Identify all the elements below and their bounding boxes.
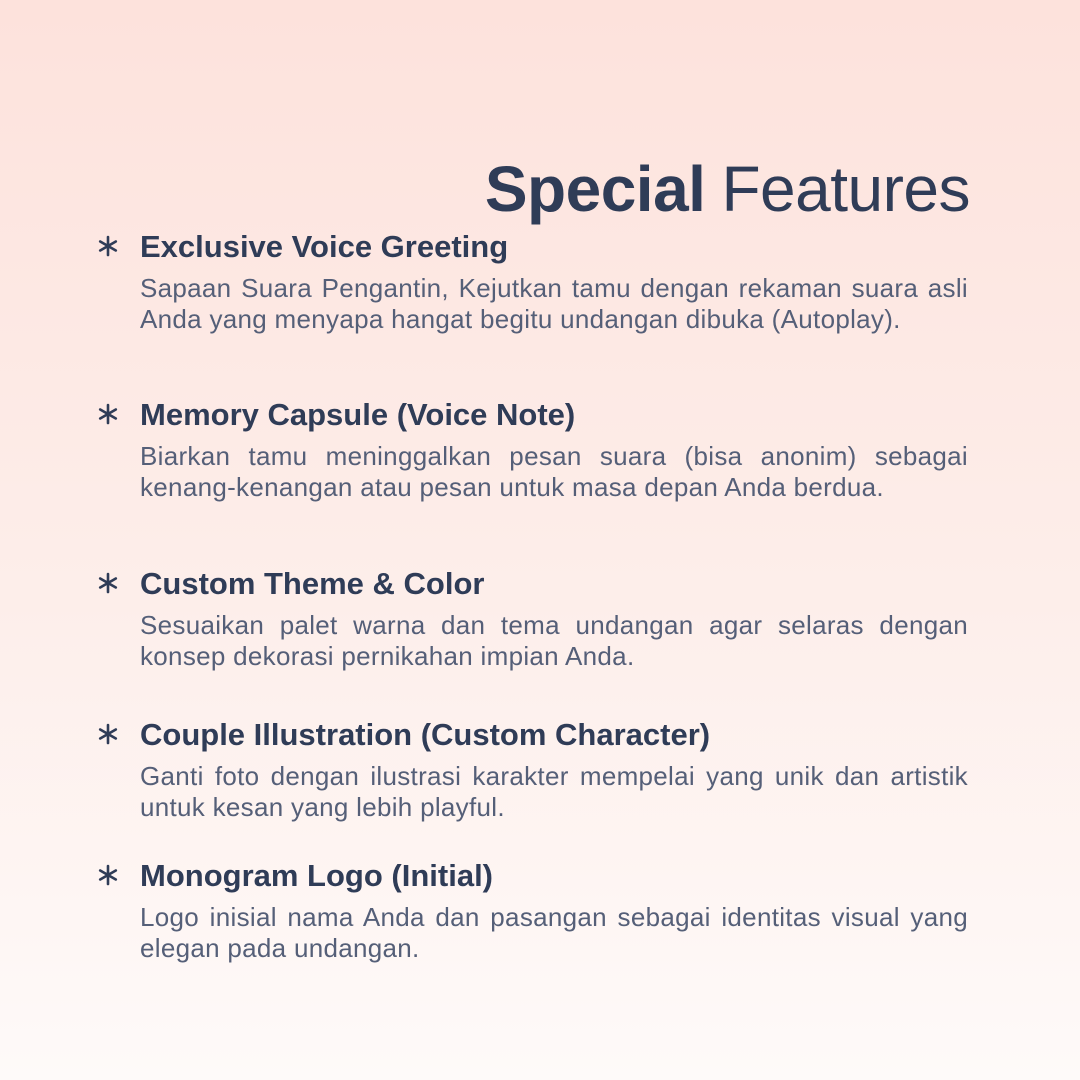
feature-title: Exclusive Voice Greeting [140, 229, 509, 264]
feature-item-monogram-logo [96, 857, 968, 964]
feature-item-couple-illustration [96, 716, 968, 823]
feature-description: Logo inisial nama Anda dan pasangan sebagai identitas visual yang elegan pada undangan. [140, 902, 968, 963]
feature-item-custom-theme [96, 565, 968, 672]
title-bold-word: Special [484, 152, 706, 225]
feature-title: Memory Capsule (Voice Note) [140, 397, 576, 432]
feature-title: Monogram Logo (Initial) [140, 858, 494, 893]
feature-description: Sapaan Suara Pengantin, Kejutkan tamu dengan rekaman suara asli Anda yang menyapa hangat begitu undangan dibuka (Autoplay). [140, 273, 968, 334]
feature-item-voice-greeting [96, 228, 968, 335]
title-light-word: Features [721, 152, 970, 225]
asterisk-star-icon [96, 863, 120, 887]
page-title [485, 151, 970, 227]
asterisk-star-icon [96, 234, 120, 258]
feature-description: Ganti foto dengan ilustrasi karakter mempelai yang unik dan artistik untuk kesan yang lebih playful. [140, 761, 968, 822]
asterisk-star-icon [96, 571, 120, 595]
asterisk-star-icon [96, 722, 120, 746]
feature-title: Couple Illustration (Custom Character) [140, 717, 711, 752]
feature-description: Sesuaikan palet warna dan tema undangan agar selaras dengan konsep dekorasi pernikahan impian Anda. [140, 610, 968, 671]
asterisk-star-icon [96, 402, 120, 426]
feature-title: Custom Theme & Color [140, 566, 485, 601]
feature-description: Biarkan tamu meninggalkan pesan suara (bisa anonim) sebagai kenang-kenangan atau pesan untuk masa depan Anda berdua. [140, 441, 968, 502]
feature-item-memory-capsule [96, 396, 968, 503]
